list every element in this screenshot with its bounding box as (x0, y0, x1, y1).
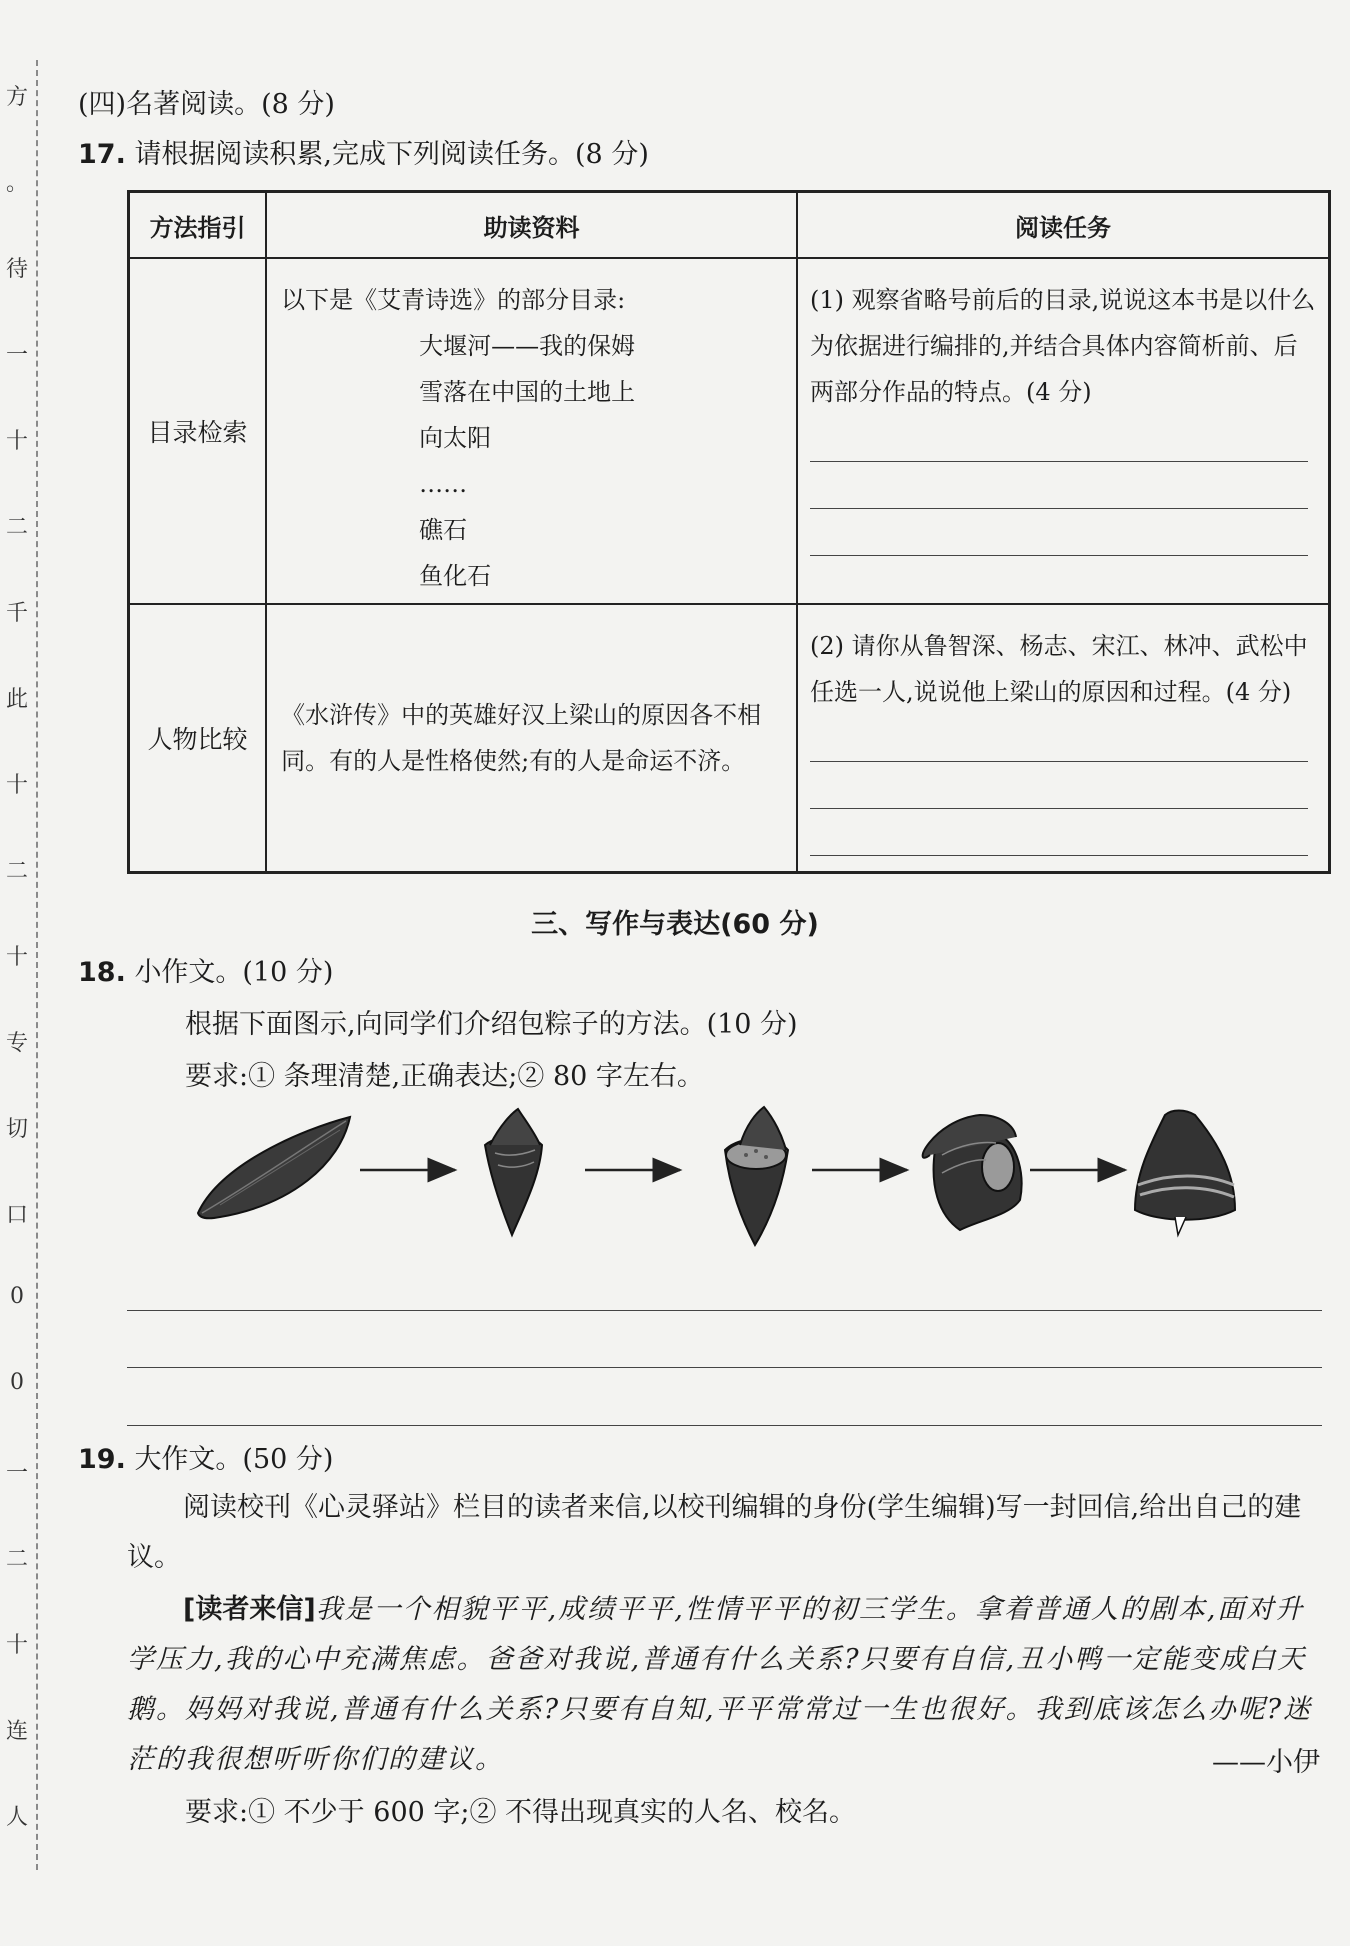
question-number: 17. (78, 139, 126, 170)
filled-cone-icon (725, 1107, 788, 1245)
table-header-row (129, 192, 1330, 259)
question-number: 18. (78, 957, 126, 988)
answer-line[interactable] (127, 1310, 1322, 1311)
margin-glyph: 十 (5, 1633, 28, 1658)
q18-requirement: 要求:① 条理清楚,正确表达;② 80 字左右。 (185, 1061, 704, 1092)
margin-glyph: 专 (5, 1031, 28, 1056)
margin-glyph: 一 (5, 343, 28, 368)
q19-intro: 阅读校刊《心灵驿站》栏目的读者来信,以校刊编辑的身份(学生编辑)写一封回信,给出自己的建议。 (127, 1492, 1302, 1573)
answer-line[interactable] (810, 715, 1308, 762)
answer-line[interactable] (810, 462, 1308, 509)
task-text: (1) 观察省略号前后的目录,说说这本书是以什么为依据进行编排的,并结合具体内容简析前、后两部分作品的特点。(4 分) (810, 286, 1316, 406)
margin-glyph: 十 (5, 429, 28, 454)
question-title: 小作文。(10 分) (134, 957, 334, 988)
margin-glyph: 方 (5, 85, 28, 110)
margin-glyph: 千 (5, 601, 28, 626)
margin-glyph: 。 (5, 171, 28, 196)
margin-glyph: 二 (5, 859, 28, 884)
answer-line[interactable] (810, 809, 1308, 856)
reading-task-table (127, 190, 1331, 874)
task-cell (797, 258, 1329, 604)
toc-intro: 以下是《艾青诗选》的部分目录: (281, 286, 626, 314)
margin-glyph: 十 (5, 773, 28, 798)
toc-item: 雪落在中国的土地上 (419, 378, 636, 406)
table-row (129, 258, 1330, 604)
wrapped-zongzi-icon (923, 1115, 1022, 1230)
margin-glyph: 此 (5, 687, 28, 712)
margin-glyph: 一 (5, 1461, 28, 1486)
margin-glyph: 人 (5, 1805, 28, 1830)
method-label: 目录检索 (129, 258, 267, 604)
margin-glyph: 待 (5, 257, 28, 282)
zongzi-process-figure (190, 1105, 1290, 1250)
margin-glyph: 连 (5, 1719, 28, 1744)
margin-glyph: 口 (5, 1203, 28, 1228)
margin-glyph: 二 (5, 515, 28, 540)
question-title: 大作文。(50 分) (134, 1444, 334, 1475)
answer-line[interactable] (810, 762, 1308, 809)
q18-instruction: 根据下面图示,向同学们介绍包粽子的方法。(10 分) (185, 1009, 798, 1040)
section-heading-4: (四)名著阅读。(8 分) (78, 89, 335, 120)
toc-ellipsis: …… (419, 470, 468, 498)
letter-body: 我是一个相貌平平,成绩平平,性情平平的初三学生。拿着普通人的剧本,面对升学压力,我的心中充满焦虑。爸爸对我说,普通有什么关系?只要有自信,丑小鸭一定能变成白天鹅。妈妈对我说,普通有什么关系?只要有自知,平平常常过一生也很好。我到底该怎么办呢?迷茫的我很想听听你们的建议。 (127, 1594, 1313, 1775)
section-title: 三、写作与表达(60 分) (531, 909, 819, 940)
question-18 (78, 950, 333, 989)
header-task: 阅读任务 (797, 192, 1329, 259)
header-material: 助读资料 (266, 192, 797, 259)
question-number: 19. (78, 1444, 126, 1475)
toc-item: 大堰河——我的保姆 (419, 332, 636, 360)
tied-zongzi-icon (1135, 1111, 1235, 1236)
answer-line[interactable] (127, 1425, 1322, 1426)
table-row (129, 604, 1330, 872)
toc-item: 向太阳 (419, 424, 492, 452)
toc-item: 鱼化石 (419, 562, 492, 590)
answer-line[interactable] (127, 1367, 1322, 1368)
header-method: 方法指引 (129, 192, 267, 259)
margin-glyph: 二 (5, 1547, 28, 1572)
folded-cone-icon (485, 1109, 542, 1235)
margin-glyph: 0 (10, 1284, 24, 1309)
margin-glyph: 0 (10, 1370, 24, 1395)
question-19 (78, 1437, 333, 1476)
question-17 (78, 132, 649, 171)
toc-item: 礁石 (419, 516, 468, 544)
material-cell (266, 258, 797, 604)
letter-signature: ——小伊 (1212, 1747, 1320, 1778)
task-cell (797, 604, 1329, 872)
binding-margin (0, 0, 42, 1946)
question-prompt: 请根据阅读积累,完成下列阅读任务。(8 分) (134, 139, 649, 170)
reader-letter (127, 1585, 1327, 1785)
material-text: 《水浒传》中的英雄好汉上梁山的原因各不相同。有的人是性格使然;有的人是命运不济。 (281, 700, 762, 775)
q19-requirement: 要求:① 不少于 600 字;② 不得出现真实的人名、校名。 (185, 1797, 857, 1828)
leaf-icon (198, 1117, 350, 1218)
task-text: (2) 请你从鲁智深、杨志、宋江、林冲、武松中任选一人,说说他上梁山的原因和过程。(4 分) (810, 632, 1308, 706)
material-cell (266, 604, 797, 872)
margin-glyph: 十 (5, 945, 28, 970)
letter-tag: [读者来信] (183, 1594, 316, 1625)
answer-line[interactable] (810, 415, 1308, 462)
margin-glyph: 切 (5, 1117, 28, 1142)
method-label: 人物比较 (129, 604, 267, 872)
answer-line[interactable] (810, 509, 1308, 556)
cut-line (36, 60, 38, 1870)
